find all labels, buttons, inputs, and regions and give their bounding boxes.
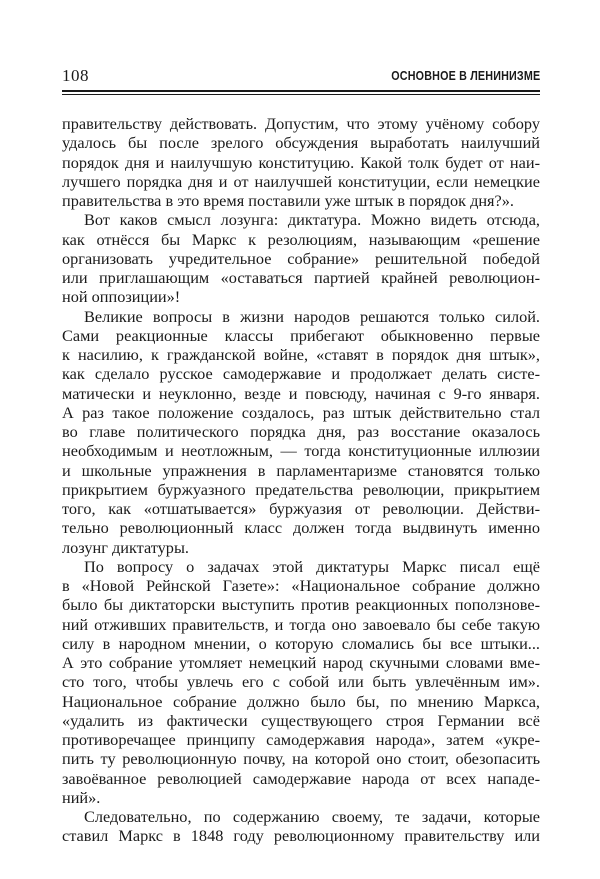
text-line: к насилию, к гражданской войне, «ставят в порядок дня штык»,: [62, 345, 540, 364]
text-line: в «Новой Рейнской Газете»: «Национальное собрание должно: [62, 576, 540, 595]
text-line: ний отживших правительств, и тогда оно завоевало бы себе такую: [62, 614, 540, 634]
text-line: противоречащее принципу самодержавия народа», затем «укре-: [62, 730, 540, 749]
text-line: необходимым и неотложным, — тогда конституционные иллюзии: [62, 441, 540, 461]
text-line: правительству действовать. Допустим, что этому учёному собору: [62, 114, 540, 133]
text-line: лучшего порядка дня и от наилучшей конституции, если немецкие: [62, 171, 540, 191]
text-line: А это собрание утомляет немецкий народ скучными словами вме-: [62, 653, 540, 672]
text-line: порядок дня и наилучшую конституцию. Какой толк будет от наи-: [62, 152, 540, 172]
text-line: ставил Маркс в 1848 году революционному правительству или: [62, 826, 540, 846]
text-line: ний».: [62, 787, 101, 807]
text-line: пить ту революционную почву, на которой оно стоит, обезопасить: [62, 749, 540, 769]
text-line: правительства в это время поставили уже штык в порядок дня?».: [62, 191, 514, 210]
text-line: и школьные упражнения в парламентаризме становятся только: [62, 460, 540, 480]
text-line: Великие вопросы в жизни народов решаются только силой.: [84, 306, 540, 326]
text-line: было бы диктаторски выступить против реакционных поползнове-: [62, 595, 540, 615]
text-line: матически и неуклонно, везде и повсюду, начиная с 9-го января.: [62, 383, 540, 403]
text-line: «удалить из фактически существующего строя Германии всё: [62, 710, 540, 730]
text-line: По вопросу о задачах этой диктатуры Маркс писал ещё: [84, 556, 540, 576]
text-line: Вот каков смысл лозунга: диктатура. Можно видеть отсюда,: [84, 210, 540, 230]
text-line: лозунг диктатуры.: [62, 537, 189, 557]
text-line: А раз такое положение создалось, раз штык действительно стал: [62, 402, 540, 422]
text-line: как отнёсся бы Маркс к резолюциям, называющим «решение: [62, 229, 540, 249]
text-line: Следовательно, по содержанию своему, те задачи, которые: [84, 807, 540, 826]
text-line: удалось бы после зрелого обсуждения выработать наилучший: [62, 133, 540, 153]
text-line: тельно революционный класс должен тогда выдвинуть именно: [62, 518, 540, 538]
header-rule-thick: [62, 90, 540, 92]
text-line: сто того, чтобы увлечь его с собой или быть увлечённым им».: [62, 672, 540, 692]
text-line: Национальное собрание должно было бы, по мнению Маркса,: [62, 691, 540, 711]
page-number: 108: [62, 66, 89, 85]
text-line: как сделало русское самодержавие и продолжает делать систе-: [62, 364, 540, 384]
body-text: [62, 114, 540, 846]
text-line: прикрытием буржуазного предательства революции, прикрытием: [62, 479, 540, 499]
running-title: ОСНОВНОЕ В ЛЕНИНИЗМЕ: [390, 69, 540, 83]
text-line: во главе политического порядка дня, раз восстание оказалось: [62, 422, 540, 441]
text-line: завоёванное революцией самодержавие народа от всех нападе-: [62, 768, 540, 788]
text-line: или приглашающим «оставаться партией крайней революцион-: [62, 268, 540, 287]
text-line: силу в народном мнении, о которую сломались бы все штыки...: [62, 633, 540, 653]
text-line: того, как «отшатывается» буржуазия от революции. Действи-: [62, 499, 540, 518]
text-line: ной оппозиции»!: [62, 287, 181, 307]
text-line: Сами реакционные классы прибегают обыкновенно первые: [62, 325, 540, 345]
header-rule-thin: [62, 94, 540, 95]
text-line: организовать учредительное собрание» решительной победой: [62, 248, 540, 268]
page-header: [62, 62, 540, 88]
